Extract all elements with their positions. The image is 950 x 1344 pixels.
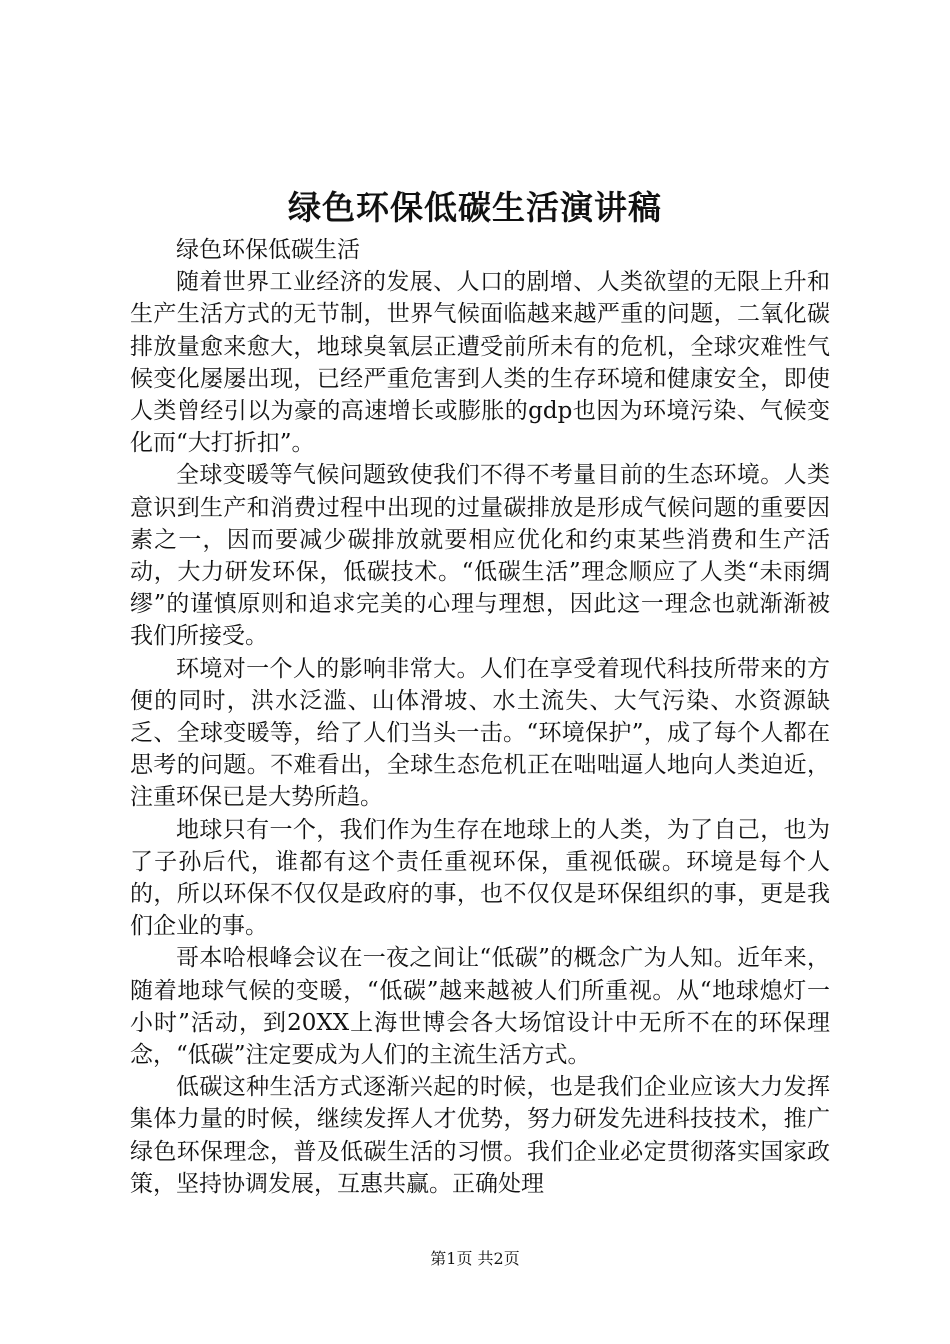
document-title: 绿色环保低碳生活演讲稿 xyxy=(288,188,662,227)
paragraph-6: 低碳这种生活方式逐渐兴起的时候，也是我们企业应该大力发挥集体力量的时候，继续发挥人才优势，努力研发先进科技技术，推广绿色环保理念，普及低碳生活的习惯。我们企业必定贯彻落实国家政策，坚持协调发展，互惠共赢。正确处理 xyxy=(130,1074,830,1197)
page-footer: 第1页 共2页 xyxy=(430,1249,520,1268)
paragraph-3: 环境对一个人的影响非常大。人们在享受着现代科技所带来的方便的同时，洪水泛滥、山体滑坡、水土流失、大气污染、水资源缺乏、全球变暖等，给了人们当头一击。“环境保护”，成了每个人都在思考的问题。不难看出，全球生态危机正在咄咄逼人地向人类迫近，注重环保已是大势所趋。 xyxy=(130,655,830,811)
paragraph-4: 地球只有一个，我们作为生存在地球上的人类，为了自己，也为了子孙后代，谁都有这个责任重视环保，重视低碳。环境是每个人的，所以环保不仅仅是政府的事，也不仅仅是环保组织的事，更是我们企业的事。 xyxy=(130,816,830,940)
paragraph-subtitle: 绿色环保低碳生活 xyxy=(176,237,360,263)
paragraph-5: 哥本哈根峰会议在一夜之间让“低碳”的概念广为人知。近年来，随着地球气候的变暖，“低碳”越来越被人们所重视。从“地球熄灯一小时”活动，到20XX上海世博会各大场馆设计中无所不在的环保理念，“低碳”注定要成为人们的主流生活方式。 xyxy=(130,945,830,1069)
paragraph-1: 随着世界工业经济的发展、人口的剧增、人类欲望的无限上升和生产生活方式的无节制，世界气候面临越来越严重的问题，二氧化碳排放量愈来愈大，地球臭氧层正遭受前所未有的危机，全球灾难性气候变化屡屡出现，已经严重危害到人类的生存环境和健康安全，即使人类曾经引以为豪的高速增长或膨胀的gdp也因为环境污染、气候变化而“大打折扣”。 xyxy=(130,269,830,457)
document-body xyxy=(130,234,830,1200)
paragraph-2: 全球变暖等气候问题致使我们不得不考量目前的生态环境。人类意识到生产和消费过程中出现的过量碳排放是形成气候问题的重要因素之一，因而要减少碳排放就要相应优化和约束某些消费和生产活动，大力研发环保，低碳技术。“低碳生活”理念顺应了人类“未雨绸缪”的谨慎原则和追求完美的心理与理想，因此这一理念也就渐渐被我们所接受。 xyxy=(130,462,830,650)
